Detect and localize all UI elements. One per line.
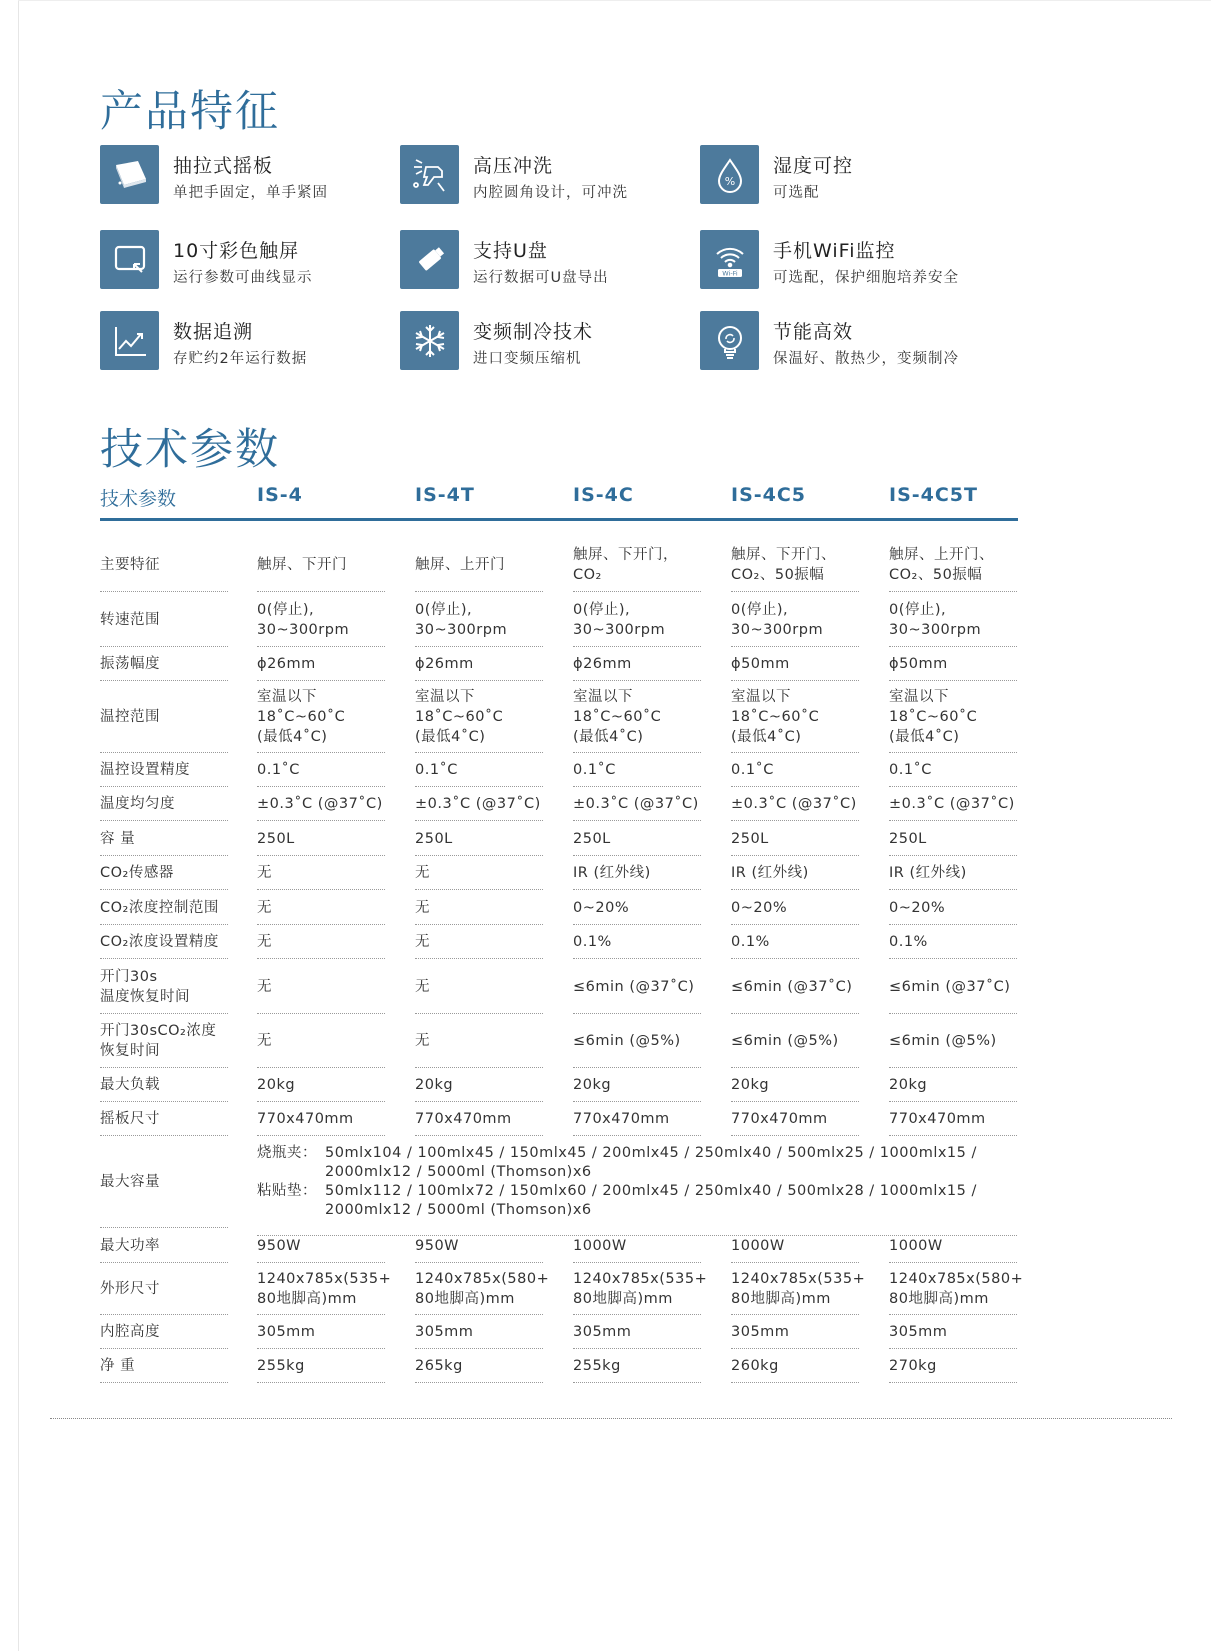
row-value: 无: [415, 899, 430, 916]
touchscreen-icon: [100, 230, 159, 289]
row-value: 305mm: [889, 1324, 948, 1340]
row-value: ≤6min (@37˚C): [889, 978, 1011, 995]
table-row: [100, 647, 1018, 681]
feature-title: 10寸彩色触屏: [173, 240, 300, 262]
row-value: 265kg: [415, 1358, 463, 1374]
row-value: 1240x785x(535+ 80地脚高)mm: [573, 1271, 708, 1307]
row-value: 770x470mm: [889, 1111, 986, 1127]
row-value: 255kg: [573, 1358, 621, 1374]
row-value: 20kg: [257, 1077, 296, 1093]
table-row: [100, 1014, 1018, 1068]
row-value: 无: [257, 899, 272, 916]
row-value: 20kg: [415, 1077, 454, 1093]
table-row: [100, 821, 1018, 856]
row-value: 1240x785x(580+ 80地脚高)mm: [415, 1271, 550, 1307]
row-value: ≤6min (@5%): [731, 1033, 839, 1049]
row-value: 1240x785x(580+ 80地脚高)mm: [889, 1271, 1024, 1307]
capacity-line-value: 50mlx112 / 100mlx72 / 150mlx60 / 200mlx45 / 250mlx40 / 500mlx28 / 1000mlx15 / 2000mlx12 / 5000ml (Thomson)x6: [325, 1183, 977, 1218]
feature-desc: 存贮约2年运行数据: [173, 351, 308, 367]
row-value: 255kg: [257, 1358, 305, 1374]
table-row: [100, 1263, 1024, 1315]
row-label: 外形尺寸: [100, 1281, 160, 1297]
wifi-icon: [700, 230, 759, 289]
feature-usb: [400, 230, 700, 294]
row-value: 250L: [415, 830, 453, 847]
features-heading: 产品特征: [100, 87, 280, 137]
feature-title: 手机WiFi监控: [773, 240, 896, 262]
row-label: 内腔高度: [100, 1324, 160, 1340]
row-value: 0.1˚C: [257, 762, 300, 778]
row-value: ≤6min (@5%): [573, 1033, 681, 1049]
row-value: 0.1%: [889, 934, 928, 950]
row-value: ϕ26mm: [257, 656, 316, 672]
row-value: 305mm: [731, 1324, 790, 1340]
table-row: [100, 787, 1018, 821]
row-value: 无: [257, 865, 272, 881]
row-value: 1240x785x(535+ 80地脚高)mm: [257, 1271, 392, 1307]
row-value: ≤6min (@37˚C): [731, 978, 853, 995]
row-value: ϕ26mm: [573, 656, 632, 672]
feature-title: 支持U盘: [473, 240, 548, 262]
capacity-line-label: 粘贴垫：: [257, 1183, 317, 1199]
specs-heading: 技术参数: [100, 425, 280, 475]
row-value: 20kg: [731, 1077, 770, 1093]
feature-cooling: [400, 311, 700, 375]
feature-desc: 内腔圆角设计，可冲洗: [473, 185, 628, 201]
row-label: 最大容量: [100, 1174, 160, 1190]
feature-title: 湿度可控: [773, 155, 854, 177]
row-value: 0.1%: [573, 934, 612, 950]
feature-humidity: [700, 145, 1000, 209]
row-value: 0.1˚C: [573, 762, 616, 778]
row-value: 250L: [257, 830, 295, 847]
row-value: 260kg: [731, 1358, 779, 1374]
row-label: 开门30s 温度恢复时间: [100, 968, 190, 1005]
row-value: ≤6min (@5%): [889, 1033, 997, 1049]
capacity-line-label: 烧瓶夹：: [257, 1145, 317, 1161]
row-value: ±0.3˚C (@37˚C): [573, 796, 699, 812]
feature-wash: [400, 145, 700, 209]
row-label: 振荡幅度: [100, 656, 160, 672]
table-row-capacity: [100, 1136, 1018, 1228]
row-value: 20kg: [889, 1077, 928, 1093]
row-value: 1000W: [573, 1237, 627, 1254]
table-row: [100, 1228, 1018, 1263]
row-value: 0(停止), 30~300rpm: [415, 601, 508, 638]
row-value: 1240x785x(535+ 80地脚高)mm: [731, 1271, 866, 1307]
usb-drive-icon: [400, 230, 459, 289]
row-value: 305mm: [257, 1324, 316, 1340]
row-value: 无: [415, 865, 430, 881]
row-value: 305mm: [573, 1324, 632, 1340]
row-value: IR (红外线): [573, 865, 651, 881]
table-row: [100, 681, 1018, 753]
row-label: 温控设置精度: [100, 762, 190, 778]
row-value: ϕ50mm: [731, 656, 790, 672]
row-value: 305mm: [415, 1324, 474, 1340]
row-value: 20kg: [573, 1077, 612, 1093]
row-value: 无: [415, 978, 430, 995]
feature-desc: 运行参数可曲线显示: [173, 270, 313, 286]
row-value: 无: [257, 934, 272, 950]
row-label: CO₂浓度控制范围: [100, 899, 219, 916]
snowflake-icon: [400, 311, 459, 370]
row-value: 室温以下 18˚C~60˚C (最低4˚C): [889, 689, 978, 745]
page-border-top: [18, 0, 1211, 1]
row-value: 无: [415, 934, 430, 950]
row-value: 无: [257, 1033, 272, 1049]
feature-tray: [100, 145, 400, 209]
row-value: 0(停止), 30~300rpm: [573, 601, 666, 638]
row-value: ±0.3˚C (@37˚C): [731, 796, 857, 812]
feature-title: 高压冲洗: [473, 155, 554, 177]
feature-desc: 单把手固定，单手紧固: [173, 185, 328, 201]
row-label: 容 量: [100, 830, 136, 847]
feature-desc: 进口变频压缩机: [473, 351, 582, 367]
wifi-badge-label: Wi-Fi: [721, 269, 738, 277]
row-label: 最大负载: [100, 1077, 160, 1093]
row-value: 触屏、上开门、 CO₂、50振幅: [889, 546, 994, 583]
table-row: [100, 959, 1018, 1014]
row-value: 0(停止), 30~300rpm: [889, 601, 982, 638]
feature-title: 抽拉式摇板: [173, 155, 274, 177]
row-label: CO₂浓度设置精度: [100, 934, 219, 950]
eco-bulb-icon: [700, 311, 759, 370]
row-value: IR (红外线): [731, 865, 809, 881]
row-label: 温控范围: [100, 709, 160, 725]
feature-desc: 运行数据可U盘导出: [473, 270, 609, 286]
feature-wifi: [700, 230, 1000, 294]
table-row: [100, 537, 1018, 592]
header-model: IS-4C: [573, 484, 634, 506]
row-value: 0.1%: [731, 934, 770, 950]
row-value: 950W: [415, 1237, 460, 1254]
row-value: 770x470mm: [573, 1111, 670, 1127]
spray-wash-icon: [400, 145, 459, 204]
table-row: [100, 1349, 1018, 1383]
row-value: 无: [257, 978, 272, 995]
feature-desc: 可选配，保护细胞培养安全: [773, 270, 959, 286]
spec-table-header: [100, 478, 1018, 521]
row-value: 950W: [257, 1237, 302, 1254]
feature-title: 变频制冷技术: [473, 321, 594, 343]
table-row: [100, 890, 1018, 925]
row-label: 净 重: [100, 1358, 136, 1374]
row-label: 最大功率: [100, 1237, 160, 1254]
header-model: IS-4C5: [731, 484, 807, 506]
row-value: ±0.3˚C (@37˚C): [889, 796, 1015, 812]
svg-text:%: %: [724, 174, 735, 188]
page-border-left: [18, 0, 19, 1651]
row-value: 触屏、下开门: [257, 556, 347, 573]
header-model: IS-4C5T: [889, 484, 978, 506]
row-value: 室温以下 18˚C~60˚C (最低4˚C): [415, 689, 504, 745]
humidity-drop-icon: [700, 145, 759, 204]
row-label: 摇板尺寸: [100, 1111, 160, 1127]
row-value: 0~20%: [889, 899, 946, 916]
row-value: 0.1˚C: [415, 762, 458, 778]
row-value: 250L: [573, 830, 611, 847]
table-row: [100, 1068, 1018, 1102]
row-value: ≤6min (@37˚C): [573, 978, 695, 995]
header-rule: [100, 518, 1018, 521]
header-model: IS-4T: [415, 484, 475, 506]
feature-title: 节能高效: [773, 321, 854, 343]
table-row: [100, 925, 1018, 959]
line-chart-icon: [100, 311, 159, 370]
row-label: 主要特征: [100, 556, 160, 573]
row-value: 270kg: [889, 1358, 937, 1374]
table-row: [100, 856, 1018, 890]
row-label: CO₂传感器: [100, 865, 174, 881]
feature-title: 数据追溯: [173, 321, 254, 343]
capacity-details: [257, 1136, 1017, 1236]
row-value: 0.1˚C: [889, 762, 932, 778]
row-value: 770x470mm: [257, 1111, 354, 1127]
row-value: IR (红外线): [889, 865, 967, 881]
row-value: 0.1˚C: [731, 762, 774, 778]
row-label: 温度均匀度: [100, 796, 175, 812]
table-row: [100, 1315, 1018, 1349]
header-model: IS-4: [257, 484, 303, 506]
feature-desc: 可选配: [773, 185, 820, 201]
row-label: 转速范围: [100, 611, 160, 628]
row-value: 250L: [889, 830, 927, 847]
capacity-line-value: 50mlx104 / 100mlx45 / 150mlx45 / 200mlx45 / 250mlx40 / 500mlx25 / 1000mlx15 / 2000mlx12 / 5000ml (Thomson)x6: [325, 1145, 977, 1180]
row-label: 开门30sCO₂浓度 恢复时间: [100, 1023, 217, 1059]
feature-desc: 保温好、散热少，变频制冷: [773, 351, 959, 367]
table-row: [100, 1102, 1018, 1136]
capacity-line: [257, 1144, 1017, 1182]
capacity-line: [257, 1182, 1017, 1220]
row-value: 0~20%: [573, 899, 630, 916]
row-value: ±0.3˚C (@37˚C): [415, 796, 541, 812]
row-value: 0(停止), 30~300rpm: [731, 601, 824, 638]
row-value: 室温以下 18˚C~60˚C (最低4˚C): [257, 689, 346, 745]
tray-icon: [100, 145, 159, 204]
row-value: 室温以下 18˚C~60˚C (最低4˚C): [731, 689, 820, 745]
row-value: ±0.3˚C (@37˚C): [257, 796, 383, 812]
table-row: [100, 592, 1018, 647]
row-value: 室温以下 18˚C~60˚C (最低4˚C): [573, 689, 662, 745]
row-value: 1000W: [731, 1237, 785, 1254]
header-param: 技术参数: [100, 488, 177, 510]
row-value: 触屏、下开门、 CO₂、50振幅: [731, 546, 836, 583]
table-row: [100, 753, 1018, 787]
feature-touchscreen: [100, 230, 400, 294]
row-value: ϕ26mm: [415, 656, 474, 672]
feature-data-trace: [100, 311, 400, 375]
row-value: 770x470mm: [731, 1111, 828, 1127]
row-value: 0~20%: [731, 899, 788, 916]
footer-divider: [50, 1418, 1172, 1419]
row-value: ϕ50mm: [889, 656, 948, 672]
row-value: 770x470mm: [415, 1111, 512, 1127]
row-value: 无: [415, 1033, 430, 1049]
row-value: 250L: [731, 830, 769, 847]
row-value: 1000W: [889, 1237, 943, 1254]
row-value: 0(停止), 30~300rpm: [257, 601, 350, 638]
row-value: 触屏、上开门: [415, 556, 505, 573]
row-value: 触屏、下开门， CO₂: [573, 546, 678, 583]
feature-energy: [700, 311, 1000, 375]
